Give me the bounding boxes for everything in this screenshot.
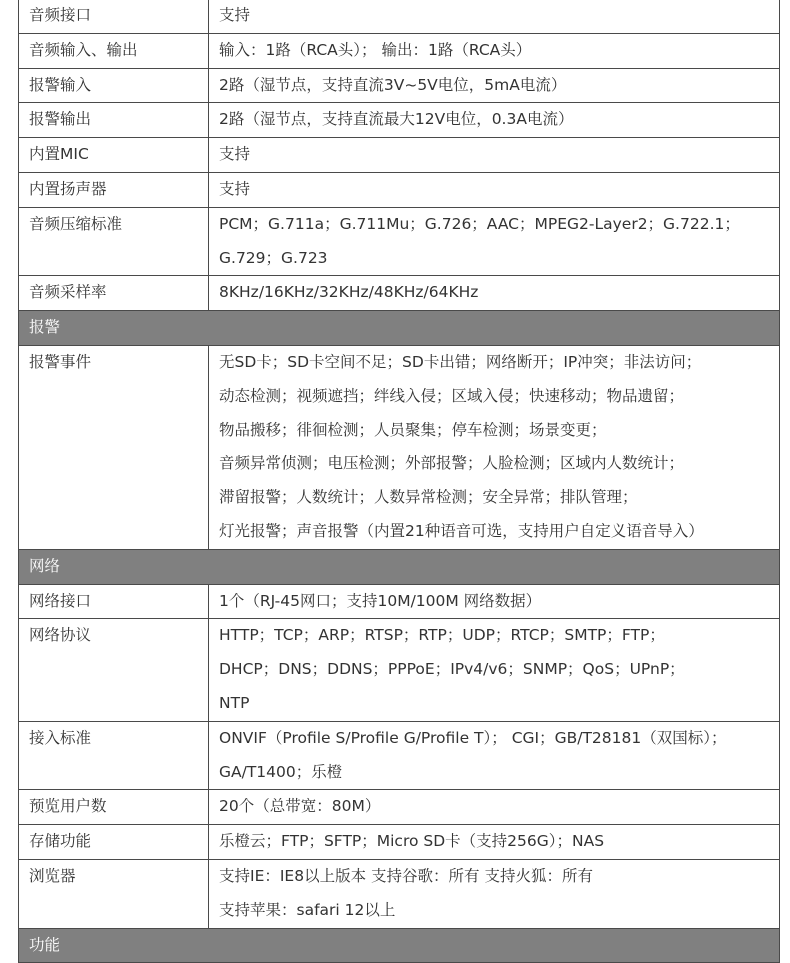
spec-value xyxy=(209,103,780,138)
section-header-row xyxy=(19,311,780,346)
spec-row xyxy=(19,859,780,928)
spec-value xyxy=(209,859,780,928)
spec-value-line: GA/T1400；乐橙 xyxy=(219,762,343,781)
spec-value-line: DHCP；DNS；DDNS；PPPoE；IPv4/v6；SNMP；QoS；UPnP； xyxy=(219,660,685,679)
spec-value-line: 音频异常侦测；电压检测；外部报警；人脸检测；区域内人数统计； xyxy=(219,454,685,473)
spec-row xyxy=(19,207,780,276)
spec-table-body xyxy=(19,0,780,963)
spec-table xyxy=(18,0,780,963)
spec-value xyxy=(209,790,780,825)
spec-value-line: 支持 xyxy=(219,179,251,198)
spec-label: 报警事件 xyxy=(19,345,209,549)
spec-row xyxy=(19,103,780,138)
spec-value xyxy=(209,345,780,549)
spec-row xyxy=(19,138,780,173)
spec-label: 存储功能 xyxy=(19,825,209,860)
spec-value xyxy=(209,207,780,276)
spec-value-line: 乐橙云；FTP；SFTP；Micro SD卡（支持256G）；NAS xyxy=(219,832,605,851)
spec-value-line: 动态检测；视频遮挡；绊线入侵；区域入侵；快速移动；物品遗留； xyxy=(219,386,685,405)
spec-row xyxy=(19,584,780,619)
spec-value-line: 20个（总带宽：80M） xyxy=(219,797,381,816)
spec-value-line: 支持 xyxy=(219,145,251,164)
spec-value xyxy=(209,825,780,860)
spec-value xyxy=(209,68,780,103)
spec-value-line: PCM；G.711a；G.711Mu；G.726；AAC；MPEG2-Layer2；G.722.1； xyxy=(219,214,740,233)
spec-value xyxy=(209,276,780,311)
spec-row xyxy=(19,33,780,68)
section-title: 网络 xyxy=(19,549,780,584)
spec-value-line: 2路（湿节点，支持直流最大12V电位，0.3A电流） xyxy=(219,110,574,129)
spec-row xyxy=(19,825,780,860)
spec-value-line: G.729；G.723 xyxy=(219,248,328,267)
spec-value xyxy=(209,0,780,33)
spec-value-line: 1个（RJ-45网口；支持10M/100M 网络数据） xyxy=(219,591,542,610)
spec-value-line: 滞留报警；人数统计；人数异常检测；安全异常；排队管理； xyxy=(219,488,638,507)
spec-label: 预览用户数 xyxy=(19,790,209,825)
spec-value xyxy=(209,584,780,619)
spec-value xyxy=(209,619,780,721)
spec-value-line: ONVIF（Profile S/Profile G/Profile T）； CGI；GB/T28181（双国标）； xyxy=(219,728,727,747)
spec-value-line: 8KHz/16KHz/32KHz/48KHz/64KHz xyxy=(219,283,479,302)
spec-value xyxy=(209,172,780,207)
spec-label: 音频接口 xyxy=(19,0,209,33)
spec-label: 接入标准 xyxy=(19,721,209,790)
spec-row xyxy=(19,0,780,33)
spec-label: 浏览器 xyxy=(19,859,209,928)
spec-value-line: 支持IE：IE8以上版本 支持谷歌：所有 支持火狐：所有 xyxy=(219,866,593,885)
spec-value-line: 支持 xyxy=(219,6,251,24)
spec-row xyxy=(19,790,780,825)
spec-label: 网络接口 xyxy=(19,584,209,619)
spec-label: 音频压缩标准 xyxy=(19,207,209,276)
section-title: 报警 xyxy=(19,311,780,346)
spec-label: 音频采样率 xyxy=(19,276,209,311)
section-header-row xyxy=(19,928,780,963)
spec-value-line: 物品搬移；徘徊检测；人员聚集；停车检测；场景变更； xyxy=(219,420,607,439)
section-title: 功能 xyxy=(19,928,780,963)
spec-value-line: HTTP；TCP；ARP；RTSP；RTP；UDP；RTCP；SMTP；FTP； xyxy=(219,626,665,645)
spec-row xyxy=(19,345,780,549)
spec-label: 网络协议 xyxy=(19,619,209,721)
spec-value xyxy=(209,138,780,173)
spec-label: 内置MIC xyxy=(19,138,209,173)
spec-value-line: 2路（湿节点，支持直流3V~5V电位，5mA电流） xyxy=(219,75,567,94)
spec-value-line: NTP xyxy=(219,693,250,712)
spec-row xyxy=(19,619,780,721)
spec-label: 报警输入 xyxy=(19,68,209,103)
spec-value-line: 灯光报警；声音报警（内置21种语音可选，支持用户自定义语音导入） xyxy=(219,521,704,540)
spec-row xyxy=(19,68,780,103)
spec-row xyxy=(19,276,780,311)
section-header-row xyxy=(19,549,780,584)
spec-row xyxy=(19,172,780,207)
spec-label: 报警输出 xyxy=(19,103,209,138)
spec-value-line: 无SD卡；SD卡空间不足；SD卡出错；网络断开；IP冲突；非法访问； xyxy=(219,352,702,371)
spec-label: 内置扬声器 xyxy=(19,172,209,207)
spec-value xyxy=(209,721,780,790)
spec-value-line: 支持苹果：safari 12以上 xyxy=(219,900,396,919)
spec-label: 音频输入、输出 xyxy=(19,33,209,68)
spec-value-line: 输入：1路（RCA头）； 输出：1路（RCA头） xyxy=(219,40,532,59)
spec-row xyxy=(19,721,780,790)
spec-value xyxy=(209,33,780,68)
